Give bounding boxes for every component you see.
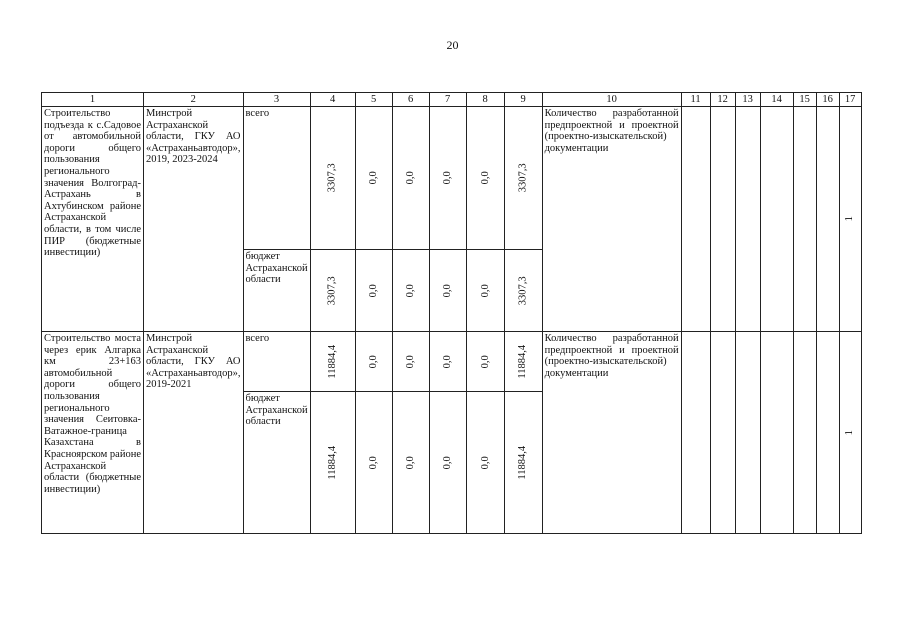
empty-cell	[816, 107, 839, 332]
value-cell	[392, 107, 429, 250]
empty-cell	[816, 332, 839, 534]
value-cell	[504, 250, 542, 332]
value-col-8: 0,0	[479, 455, 491, 470]
value-cell	[310, 107, 355, 250]
value-col-6: 0,0	[404, 455, 416, 470]
header-col-14: 14	[760, 93, 793, 107]
header-col-16: 16	[816, 93, 839, 107]
program-table	[41, 92, 862, 534]
value-cell	[355, 107, 392, 250]
header-col-12: 12	[710, 93, 735, 107]
value-col-8: 0,0	[479, 171, 491, 185]
header-col-7: 7	[429, 93, 466, 107]
value-cell	[504, 107, 542, 250]
header-col-13: 13	[735, 93, 760, 107]
count-cell	[839, 107, 861, 332]
value-cell	[466, 332, 504, 392]
value-cell	[355, 250, 392, 332]
empty-cell	[793, 107, 816, 332]
header-col-17: 17	[839, 93, 861, 107]
value-col-9: 11884,4	[517, 445, 529, 480]
value-col-5: 0,0	[367, 171, 379, 185]
value-cell	[355, 392, 392, 534]
value-cell	[429, 250, 466, 332]
header-col-9: 9	[504, 93, 542, 107]
value-cell	[466, 250, 504, 332]
header-col-6: 6	[392, 93, 429, 107]
value-col-6: 0,0	[404, 354, 416, 369]
empty-cell	[760, 107, 793, 332]
value-col-6: 0,0	[404, 283, 416, 298]
funding-source: бюджет Астраханской области	[243, 392, 310, 534]
count-cell	[839, 332, 861, 534]
count-value: 1	[844, 216, 856, 222]
value-cell	[392, 250, 429, 332]
empty-cell	[710, 107, 735, 332]
page-number: 20	[446, 38, 459, 52]
header-col-2: 2	[144, 93, 244, 107]
value-cell	[504, 332, 542, 392]
count-value: 1	[844, 429, 856, 436]
value-col-7: 0,0	[441, 455, 453, 470]
value-col-5: 0,0	[367, 354, 379, 369]
indicator-cell: Количество разработанной предпроектной и проектной (проектно-изыскательской) документации	[542, 332, 681, 534]
funding-source: бюджет Астраханской области	[243, 250, 310, 332]
empty-cell	[760, 332, 793, 534]
value-cell	[504, 392, 542, 534]
value-cell	[429, 392, 466, 534]
value-col-4: 11884,4	[326, 344, 338, 379]
header-row	[42, 93, 862, 107]
value-cell	[466, 107, 504, 250]
value-col-7: 0,0	[441, 171, 453, 185]
empty-cell	[681, 332, 710, 534]
funding-source: всего	[243, 332, 310, 392]
empty-cell	[710, 332, 735, 534]
table-row	[42, 332, 862, 392]
value-cell	[429, 332, 466, 392]
value-col-8: 0,0	[479, 283, 491, 298]
value-cell	[310, 250, 355, 332]
value-cell	[466, 392, 504, 534]
value-col-9: 11884,4	[517, 344, 529, 379]
value-cell	[392, 392, 429, 534]
value-col-7: 0,0	[441, 283, 453, 298]
value-col-6: 0,0	[404, 171, 416, 185]
header-col-1: 1	[42, 93, 144, 107]
header-col-3: 3	[243, 93, 310, 107]
table-row	[42, 107, 862, 250]
measure-name: Строительство подъезда к с.Садовое от автомобильной дороги общего пользования регионального значения Волгоград-Астрахань в Ахтубинском районе Астраханской области, в том числе ПИР (бюджетные инвестиции)	[42, 107, 144, 332]
header-col-15: 15	[793, 93, 816, 107]
funding-source: всего	[243, 107, 310, 250]
value-cell	[429, 107, 466, 250]
executor-cell: Минстрой Астраханской области, ГКУ АО «Астраханьавтодор», 2019-2021	[144, 332, 244, 534]
value-col-4: 3307,3	[326, 163, 338, 193]
header-col-5: 5	[355, 93, 392, 107]
value-col-5: 0,0	[367, 455, 379, 470]
measure-name: Строительство моста через ерик Алгарка км 23+163 автомобильной дороги общего пользования регионального значения Сеитовка-Ватажное-граница Казахстана в Красноярском районе Астраханской области (бюджетные инвестиции)	[42, 332, 144, 534]
value-cell	[392, 332, 429, 392]
header-col-10: 10	[542, 93, 681, 107]
header-col-4: 4	[310, 93, 355, 107]
value-col-9: 3307,3	[517, 163, 529, 193]
header-col-8: 8	[466, 93, 504, 107]
empty-cell	[793, 332, 816, 534]
indicator-cell: Количество разработанной предпроектной и проектной (проектно-изыскательской) документации	[542, 107, 681, 332]
value-col-9: 3307,3	[517, 276, 529, 305]
value-col-7: 0,0	[441, 354, 453, 369]
executor-cell: Минстрой Астраханской области, ГКУ АО «Астраханьавтодор», 2019, 2023-2024	[144, 107, 244, 332]
empty-cell	[735, 107, 760, 332]
value-col-4: 3307,3	[326, 276, 338, 305]
empty-cell	[735, 332, 760, 534]
value-cell	[310, 332, 355, 392]
value-col-8: 0,0	[479, 354, 491, 369]
value-cell	[355, 332, 392, 392]
value-col-5: 0,0	[367, 283, 379, 298]
header-col-11: 11	[681, 93, 710, 107]
value-cell	[310, 392, 355, 534]
value-col-4: 11884,4	[326, 445, 338, 480]
empty-cell	[681, 107, 710, 332]
